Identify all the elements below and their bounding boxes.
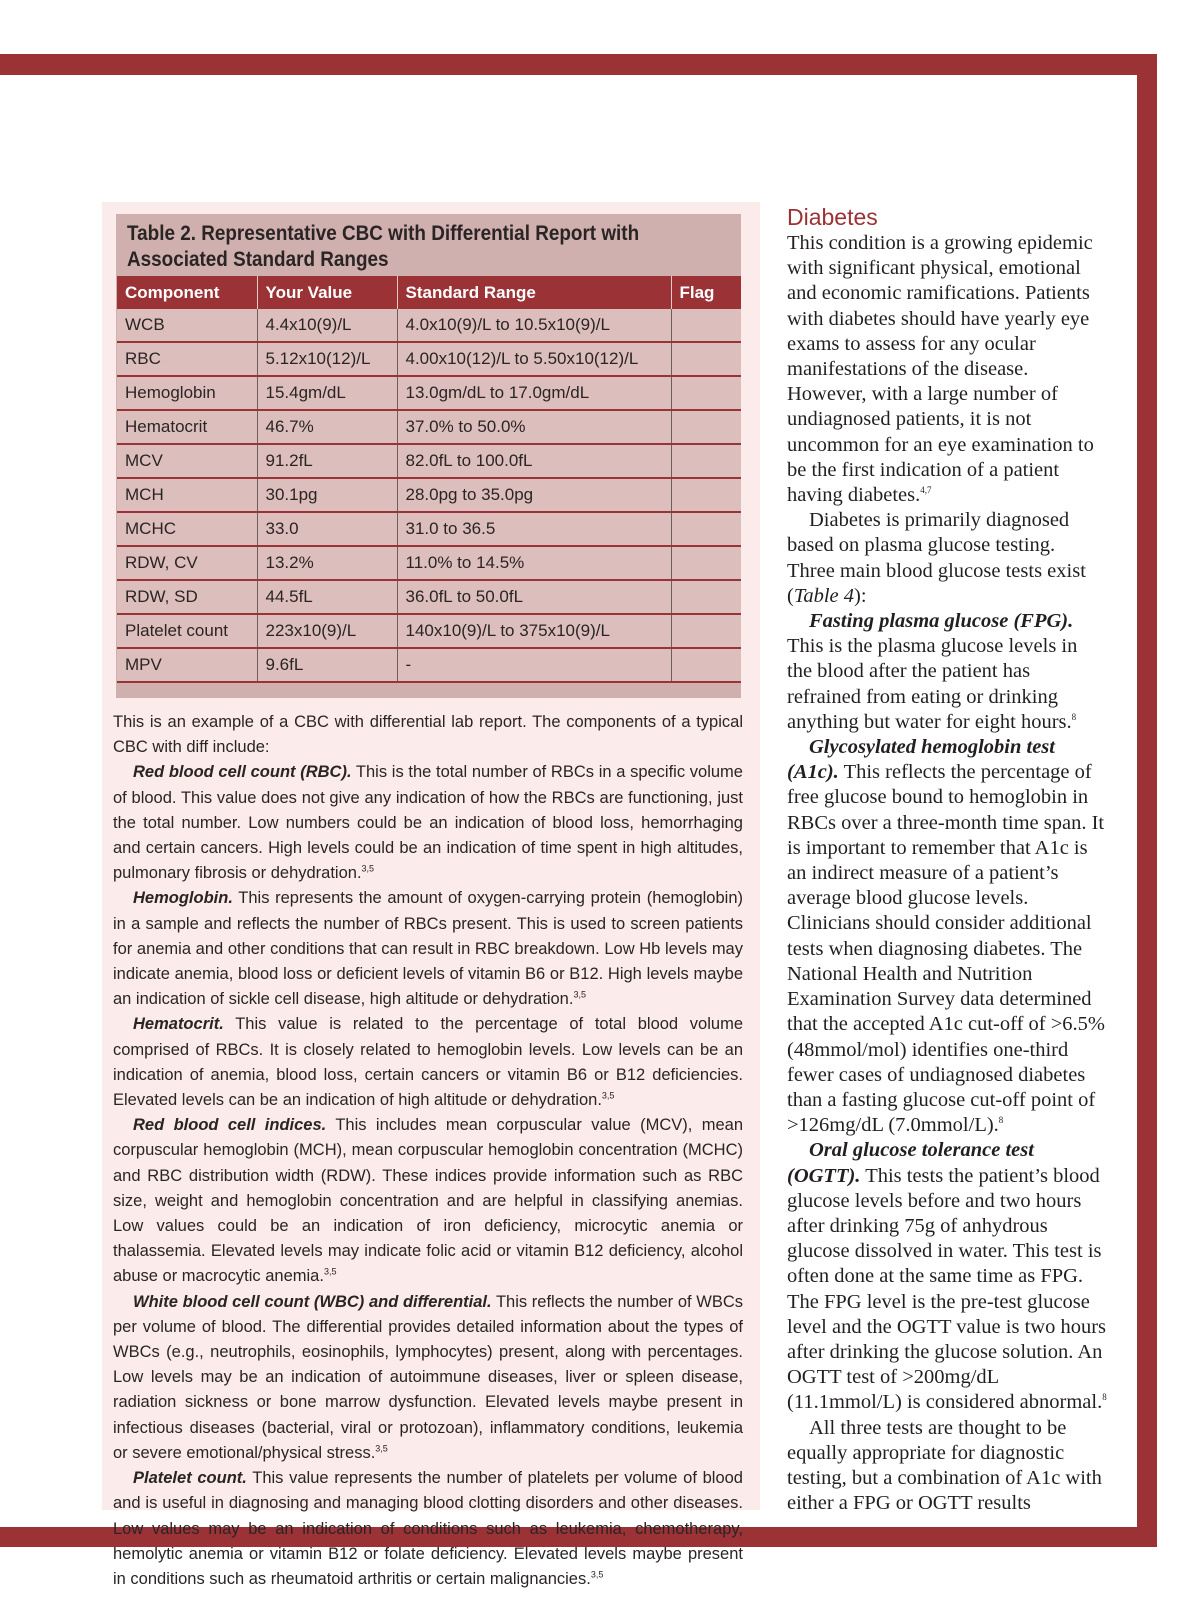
table-cell: 30.1pg <box>257 478 397 512</box>
table-cell: RDW, CV <box>117 546 257 580</box>
table-cell: 37.0% to 50.0% <box>397 410 671 444</box>
sidebar-paragraph: Hematocrit. This value is related to the percentage of total blood volume comprised of RBCs. It is closely related to hemoglobin levels. Low levels can be an indication of anemia, blood loss, certain cancers or vitamin B6 or B12 deficiencies. Elevated levels can be an indication of high altitude or dehydration.$^{3,5}$ <box>113 1015 743 1110</box>
page-border-right <box>1137 54 1157 1547</box>
table-cell: MPV <box>117 648 257 682</box>
section-heading: Diabetes <box>787 204 878 230</box>
table-cell <box>671 614 741 648</box>
term-label: Hemoglobin. <box>133 889 233 908</box>
table-cell: 36.0fL to 50.0fL <box>397 580 671 614</box>
term-label: Hematocrit. <box>133 1015 224 1034</box>
article-paragraph: Fasting plasma glucose (FPG). This is the plasma glucose levels in the blood after the patient has refrained from eating or drinking anything but water for eight hours.$^8$ <box>787 610 1078 733</box>
table-cell: 9.6fL <box>257 648 397 682</box>
article-paragraph: This condition is a growing epidemic with significant physical, emotional and economic ramifications. Patients with diabetes should have yearly eye exams to assess for any ocular manifestations of the disease. However, with a large number of undiagnosed patients, it is not uncommon for an eye examination to be the first indication of a patient having diabetes.$^{4,7}$ <box>787 232 1094 507</box>
term-label: Red blood cell count (RBC). <box>133 763 352 782</box>
table-cell: 140x10(9)/L to 375x10(9)/L <box>397 614 671 648</box>
term-label: Glycosylated hemoglobin test (A1c). <box>787 736 1055 784</box>
article-paragraph: Oral glucose tolerance test (OGTT). This tests the patient’s blood glucose levels before and two hours after drinking 75g of anhydrous glucose dissolved in water. This test is often done at the same time as FPG. The FPG level is the pre-test glucose level and the OGTT value is two hours after drinking the glucose solution. An OGTT test of >200mg/dL (11.1mmol/L) is considered abnormal.$^8$ <box>787 1139 1107 1414</box>
table-cell <box>671 546 741 580</box>
citation: 4,7 <box>920 485 932 496</box>
term-label: White blood cell count (WBC) and differential. <box>133 1292 492 1311</box>
table-cell: Hematocrit <box>117 410 257 444</box>
column-header: Component <box>117 276 257 309</box>
sidebar-paragraph: White blood cell count (WBC) and differential. This reflects the number of WBCs per volume of blood. The differential provides detailed information about the types of WBCs (e.g., neutrophils, eosinophils, lymphocytes) present, along with percentages. Low levels may be an indication of autoimmune diseases, liver or spleen disease, radiation sickness or bone marrow dysfunction. Elevated levels maybe present in infectious diseases (bacterial, viral or protozoan), inflammatory conditions, leukemia or severe emotional/physical stress.$^{3,5}$ <box>113 1292 743 1462</box>
citation: 3,5 <box>323 1266 337 1277</box>
term-label: Fasting plasma glucose (FPG). <box>809 610 1074 633</box>
table-cell <box>671 478 741 512</box>
table-row <box>117 648 741 682</box>
table-cell <box>671 648 741 682</box>
table-header-row <box>117 276 741 309</box>
table-cell: MCH <box>117 478 257 512</box>
table-cell: 4.00x10(12)/L to 5.50x10(12)/L <box>397 342 671 376</box>
sidebar-paragraph: Red blood cell indices. This includes mean corpuscular value (MCV), mean corpuscular hemoglobin (MCH), mean corpuscular hemoglobin concentration (MCHC) and RBC distribution width (RDW). These indices provide information such as RBC size, weight and hemoglobin concentration and are helpful in classifying anemias. Low values could be an indication of iron deficiency, microcytic anemia or thalassemia. Elevated levels may indicate folic acid or vitamin B12 deficiency, alcohol abuse or macrocytic anemia.$^{3,5}$ <box>113 1116 743 1286</box>
term-label: Platelet count. <box>133 1469 247 1488</box>
column-header: Flag <box>671 276 741 309</box>
article-paragraph: Glycosylated hemoglobin test (A1c). This reflects the percentage of free glucose bound to hemoglobin in RBCs over a three-month time span. It is important to remember that A1c is an indirect measure of a patient’s average blood glucose levels. Clinicians should consider additional tests when diagnosing diabetes. The National Health and Nutrition Examination Survey data determined that the accepted A1c cut-off of >6.5% (48mmol/mol) identifies one-third fewer cases of undiagnosed diabetes than a fasting glucose cut-off point of >126mg/dL (7.0mmol/L).$^8$ <box>787 736 1105 1137</box>
table-cell: RBC <box>117 342 257 376</box>
table-cell: 82.0fL to 100.0fL <box>397 444 671 478</box>
table-row <box>117 376 741 410</box>
table-cell: 11.0% to 14.5% <box>397 546 671 580</box>
citation: 8 <box>998 1115 1004 1126</box>
table-cell: - <box>397 648 671 682</box>
sidebar-paragraph: Hemoglobin. This represents the amount of oxygen-carrying protein (hemoglobin) in a sample and reflects the number of RBCs present. This is used to screen patients for anemia and other conditions that can result in RBC breakdown. Low Hb levels may indicate anemia, blood loss or deficient levels of vitamin B6 or B12. High levels maybe an indication of sickle cell disease, high altitude or dehydration.$^{3,5}$ <box>113 889 743 1009</box>
table-cell <box>671 512 741 546</box>
table-row <box>117 614 741 648</box>
sidebar-paragraph: Platelet count. This value represents the number of platelets per volume of blood and is useful in diagnosing and managing blood clotting disorders and other diseases. Low values may be an indication of conditions such as leukemia, chemotherapy, hemolytic anemia or vitamin B12 or folate deficiency. Elevated levels maybe present in conditions such as rheumatoid arthritis or certain malignancies.$^{3,5}$ <box>113 1469 743 1588</box>
table-title: Table 2. Representative CBC with Differential Report with Associated Standard Ranges <box>127 222 640 271</box>
term-label: Oral glucose tolerance test (OGTT). <box>787 1139 1034 1187</box>
table-cell: Platelet count <box>117 614 257 648</box>
table-cell: MCHC <box>117 512 257 546</box>
column-header: Standard Range <box>397 276 671 309</box>
table-row <box>117 580 741 614</box>
table-cell: 33.0 <box>257 512 397 546</box>
table-cell <box>671 309 741 342</box>
table-cell: 4.0x10(9)/L to 10.5x10(9)/L <box>397 309 671 342</box>
table-row <box>117 546 741 580</box>
table-cell: 5.12x10(12)/L <box>257 342 397 376</box>
citation: 3,5 <box>601 1090 615 1101</box>
table-cell: WCB <box>117 309 257 342</box>
sidebar-text <box>113 710 743 1592</box>
table-row <box>117 309 741 342</box>
table-cell <box>671 376 741 410</box>
table-cell <box>671 410 741 444</box>
cbc-table <box>117 276 741 683</box>
table-cell: 15.4gm/dL <box>257 376 397 410</box>
table-cell: Hemoglobin <box>117 376 257 410</box>
table-row <box>117 342 741 376</box>
table-row <box>117 410 741 444</box>
citation: 3,5 <box>590 1569 604 1580</box>
table-cell: 13.2% <box>257 546 397 580</box>
table-body <box>117 309 741 682</box>
table-cell <box>671 342 741 376</box>
sidebar-paragraph: Red blood cell count (RBC). This is the total number of RBCs in a specific volume of blood. This value does not give any indication of how the RBCs are functioning, just the total number. Low numbers could be an indication of blood loss, hemorrhaging and certain cancers. High levels could be an indication of time spent in high altitudes, pulmonary fibrosis or dehydration.$^{3,5}$ <box>113 763 743 883</box>
article-paragraph: Diabetes is primarily diagnosed based on plasma glucose testing. Three main blood glucose tests exist (Table 4): <box>787 509 1086 607</box>
sidebar-intro: This is an example of a CBC with differential lab report. The components of a typical CBC with diff include: <box>113 713 743 757</box>
citation: 3,5 <box>573 989 586 1000</box>
table-cell: 44.5fL <box>257 580 397 614</box>
table-row <box>117 444 741 478</box>
table-cell <box>671 580 741 614</box>
article-paragraph: All three tests are thought to be equally appropriate for diagnostic testing, but a combination of A1c with either a FPG or OGTT results <box>787 1416 1102 1515</box>
table-cell: MCV <box>117 444 257 478</box>
table-cell: 223x10(9)/L <box>257 614 397 648</box>
sidebar-paragraphs <box>113 760 743 1592</box>
table-cell: 4.4x10(9)/L <box>257 309 397 342</box>
table-cell: 13.0gm/dL to 17.0gm/dL <box>397 376 671 410</box>
table-cell: 46.7% <box>257 410 397 444</box>
table-cell: RDW, SD <box>117 580 257 614</box>
table-cell: 91.2fL <box>257 444 397 478</box>
page-border-top <box>0 54 1157 75</box>
citation: 8 <box>1071 712 1077 723</box>
table-row <box>117 478 741 512</box>
table-row <box>117 512 741 546</box>
table-cell: 31.0 to 36.5 <box>397 512 671 546</box>
term-label: Red blood cell indices. <box>133 1116 327 1135</box>
table-cell: 28.0pg to 35.0pg <box>397 478 671 512</box>
article-column <box>787 203 1107 1516</box>
citation: 8 <box>1102 1392 1107 1403</box>
citation: 3,5 <box>375 1443 388 1454</box>
citation: 3,5 <box>361 863 375 874</box>
column-header: Your Value <box>257 276 397 309</box>
table-cell <box>671 444 741 478</box>
